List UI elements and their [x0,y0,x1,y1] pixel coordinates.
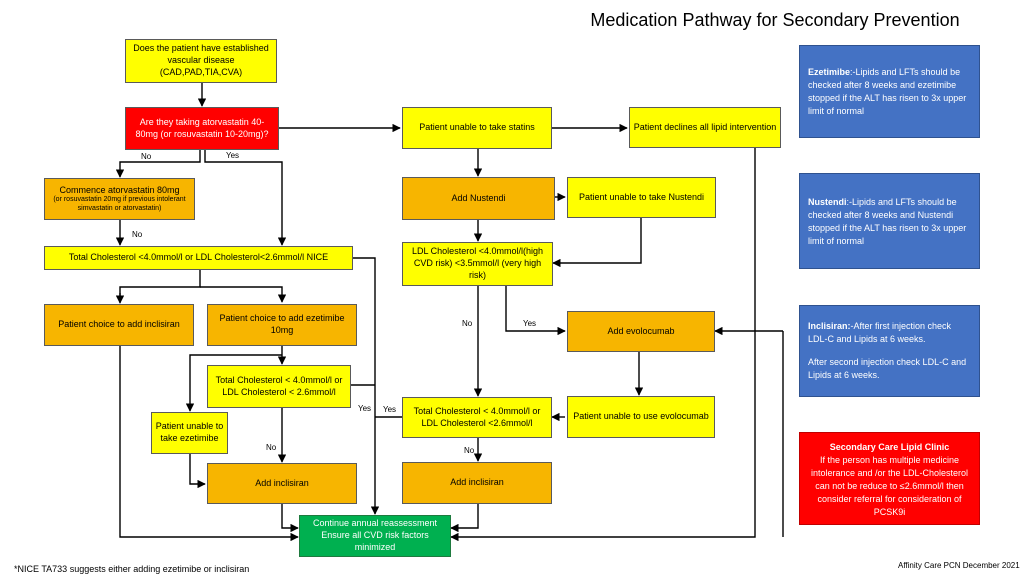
unable-nustendi-box: Patient unable to take Nustendi [567,177,716,218]
total-cholesterol-nice-box: Total Cholesterol <4.0mmol/l or LDL Cholesterol<2.6mmol/l NICE [44,246,353,270]
secondary-care-heading: Secondary Care Lipid Clinic [829,442,950,452]
arrow-no-to-commence [120,150,200,177]
ezetimibe-panel-text: :-Lipids and LFTs should be checked after 8 weeks and ezetimibe stopped if the ALT has risen to 3x upper limit of normal [808,67,967,117]
label-no-2: No [132,230,143,239]
choice-inclisiran-box: Patient choice to add inclisiran [44,304,194,346]
label-no-1: No [141,152,152,161]
arrow-add-inclisiran-left-to-continue [282,504,298,528]
established-vascular-disease-box: Does the patient have established vascular disease (CAD,PAD,TIA,CVA) [125,39,277,83]
footer-note: *NICE TA733 suggests either adding ezetimibe or inclisiran [14,564,250,574]
arrow-total-to-choices [120,270,200,302]
footer-credit: Affinity Care PCN December 2021 [898,561,1020,570]
nustendi-info-panel [799,173,980,269]
label-no-mid: No [464,446,475,455]
arrow-unable-eze-to-inclisiran [190,454,205,484]
choice-ezetimibe-box: Patient choice to add ezetimibe 10mg [207,304,357,346]
label-no-3: No [462,319,473,328]
label-yes-mid: Yes [383,405,397,414]
declines-lipid-box: Patient declines all lipid intervention [629,107,781,148]
arrow-yes-to-total [205,150,282,245]
ldl-risk-box: LDL Cholesterol <4.0mmol/l(high CVD risk) <3.5mmol/l (very high risk) [402,242,553,286]
total-cholesterol-left-box: Total Cholesterol < 4.0mmol/l or LDL Cholesterol < 2.6mmol/l [207,365,351,408]
nustendi-panel-heading: Nustendi [808,197,847,207]
continue-reassessment-box: Continue annual reassessment Ensure all CVD risk factors minimized [299,515,451,557]
label-yes-left: Yes [358,404,372,413]
ezetimibe-panel-heading: Ezetimibe [808,67,851,77]
page-title: Medication Pathway for Secondary Prevention [590,10,960,30]
label-yes-3: Yes [523,319,537,328]
nustendi-panel-text: :-Lipids and LFTs should be checked after 8 weeks and Nustendi stopped if the ALT has risen to 3x upper limit of normal [808,197,967,247]
secondary-care-text: If the person has multiple medicine intolerance and /or the LDL-Cholesterol can not be reduce to ≤2.6mmol/l then consider referral for consideration of PCSK9i [810,455,969,518]
inclisiran-panel-text: -After first injection check LDL-C and Lipids at 6 weeks. [808,321,952,345]
ezetimibe-info-panel [799,45,980,138]
arrow-add-inclisiran-mid-to-continue [451,504,478,528]
commence-atorvastatin-box [44,178,195,220]
commence-atorvastatin-note: (or rosuvastatin 20mg if previous intolerant simvastatin or atorvastatin) [53,196,186,212]
commence-atorvastatin-text: Commence atorvastatin 80mg [59,184,180,195]
secondary-care-panel [799,432,980,525]
total-cholesterol-mid-box: Total Cholesterol < 4.0mmol/l or LDL Cholesterol <2.6mmol/l [402,397,552,438]
add-inclisiran-left-box: Add inclisiran [207,463,357,504]
add-nustendi-box: Add Nustendi [402,177,555,220]
unable-ezetimibe-box: Patient unable to take ezetimibe [151,412,228,454]
unable-statins-box: Patient unable to take statins [402,107,552,149]
label-yes-1: Yes [226,151,240,160]
taking-statin-box: Are they taking atorvastatin 40-80mg (or rosuvastatin 10-20mg)? [125,107,279,150]
inclisiran-info-panel [799,305,980,397]
inclisiran-panel-text-2: After second injection check LDL-C and Lipids at 6 weeks. [808,357,967,381]
inclisiran-panel-heading: Inclisiran: [808,321,851,331]
arrow-unable-nustendi-to-ldl [553,218,641,263]
add-inclisiran-mid-box: Add inclisiran [402,462,552,504]
label-no-left: No [266,443,277,452]
add-evolocumab-box: Add evolocumab [567,311,715,352]
unable-evolocumab-box: Patient unable to use evolocumab [567,396,715,438]
